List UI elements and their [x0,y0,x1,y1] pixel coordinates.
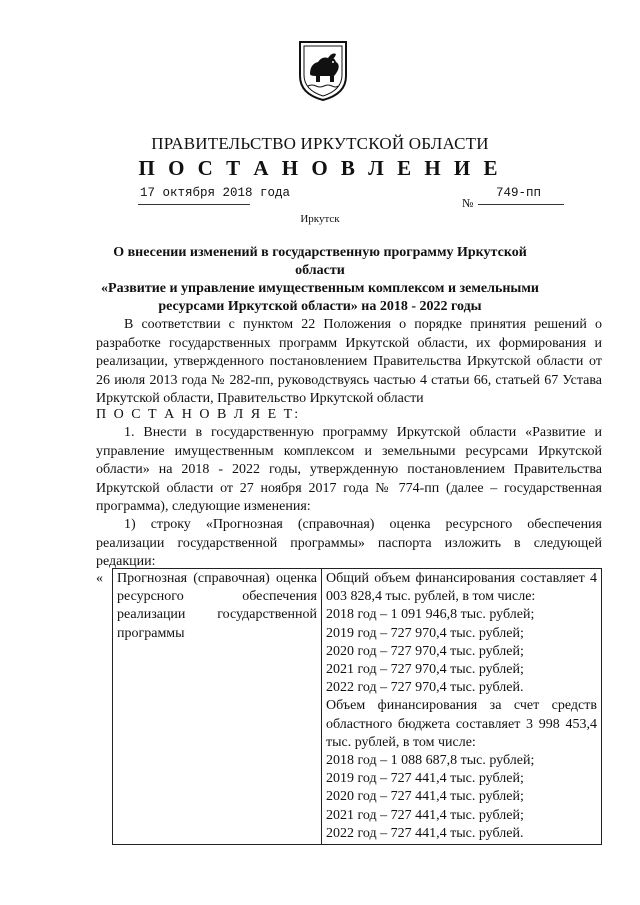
regional-year-2019: 2019 год – 727 441,4 тыс. рублей; [326,771,524,787]
regional-year-2018: 2018 год – 1 088 687,8 тыс. рублей; [326,753,535,769]
number-sign: № [462,196,474,210]
document-date: 17 октября 2018 года [140,186,291,200]
title-line-3: ресурсами Иркутской области» на 2018 - 2022 годы [158,299,482,314]
item-1-paragraph: 1. Внести в государственную программу Иркутской области «Развитие и управление имущественным комплексом и земельными ресурсами Иркутской области» на 2018 - 2022 годы, утвержденную постановлением Правительства Иркутской области от 27 ноября 2017 года № 774-пп (далее – государственная программа), следующие изменения: [96,425,602,514]
number-underline [478,204,564,205]
total-year-2018: 2018 год – 1 091 946,8 тыс. рублей; [326,607,535,623]
total-year-2020: 2020 год – 727 970,4 тыс. рублей; [326,643,524,659]
item-1-1-paragraph: 1) строку «Прогнозная (справочная) оценка ресурсного обеспечения реализации государственной программы» паспорта изложить в следующей редакции: [96,517,602,569]
quote-open-mark: « [96,571,103,586]
total-year-2021: 2021 год – 727 970,4 тыс. рублей; [326,662,524,678]
total-year-2022: 2022 год – 727 970,4 тыс. рублей. [326,680,524,696]
table-row [113,569,602,845]
title-line-2: «Развитие и управление имущественным комплексом и земельными [101,281,539,296]
total-financing: Общий объем финансирования составляет 4 003 828,4 тыс. рублей, в том числе: [326,571,597,605]
passport-row-label: Прогнозная (справочная) оценка ресурсного обеспечения реализации государственной программы [113,569,322,845]
document-number: 749-пп [496,186,542,200]
government-name: ПРАВИТЕЛЬСТВО ИРКУТСКОЙ ОБЛАСТИ [151,134,489,153]
decree-word: П О С Т А Н О В Л Я Е Т: [96,407,301,422]
regional-year-2022: 2022 год – 727 441,4 тыс. рублей. [326,825,524,841]
document-type: П О С Т А Н О В Л Е Н И Е [138,156,502,180]
coat-of-arms-emblem [298,40,348,102]
title-line-1: О внесении изменений в государственную программу Иркутской области [113,245,527,278]
passport-row-value [322,569,602,845]
preamble-paragraph: В соответствии с пунктом 22 Положения о порядке принятия решений о разработке государственных программ Иркутской области, их формирования и реализации, утвержденного постановлением Правительства Иркутской области от 26 июля 2013 года № 282-пп, руководствуясь частью 4 статьи 66, статьей 67 Устава Иркутской области, Правительство Иркутской области [96,317,602,406]
city-name: Иркутск [300,213,340,225]
regional-year-2020: 2020 год – 727 441,4 тыс. рублей; [326,789,524,805]
regional-financing: Объем финансирования за счет средств областного бюджета составляет 3 998 453,4 тыс. рублей, в том числе: [326,698,597,750]
passport-table [112,568,602,845]
regional-year-2021: 2021 год – 727 441,4 тыс. рублей; [326,807,524,823]
document-title [92,244,548,316]
date-underline [138,204,250,205]
total-year-2019: 2019 год – 727 970,4 тыс. рублей; [326,625,524,641]
